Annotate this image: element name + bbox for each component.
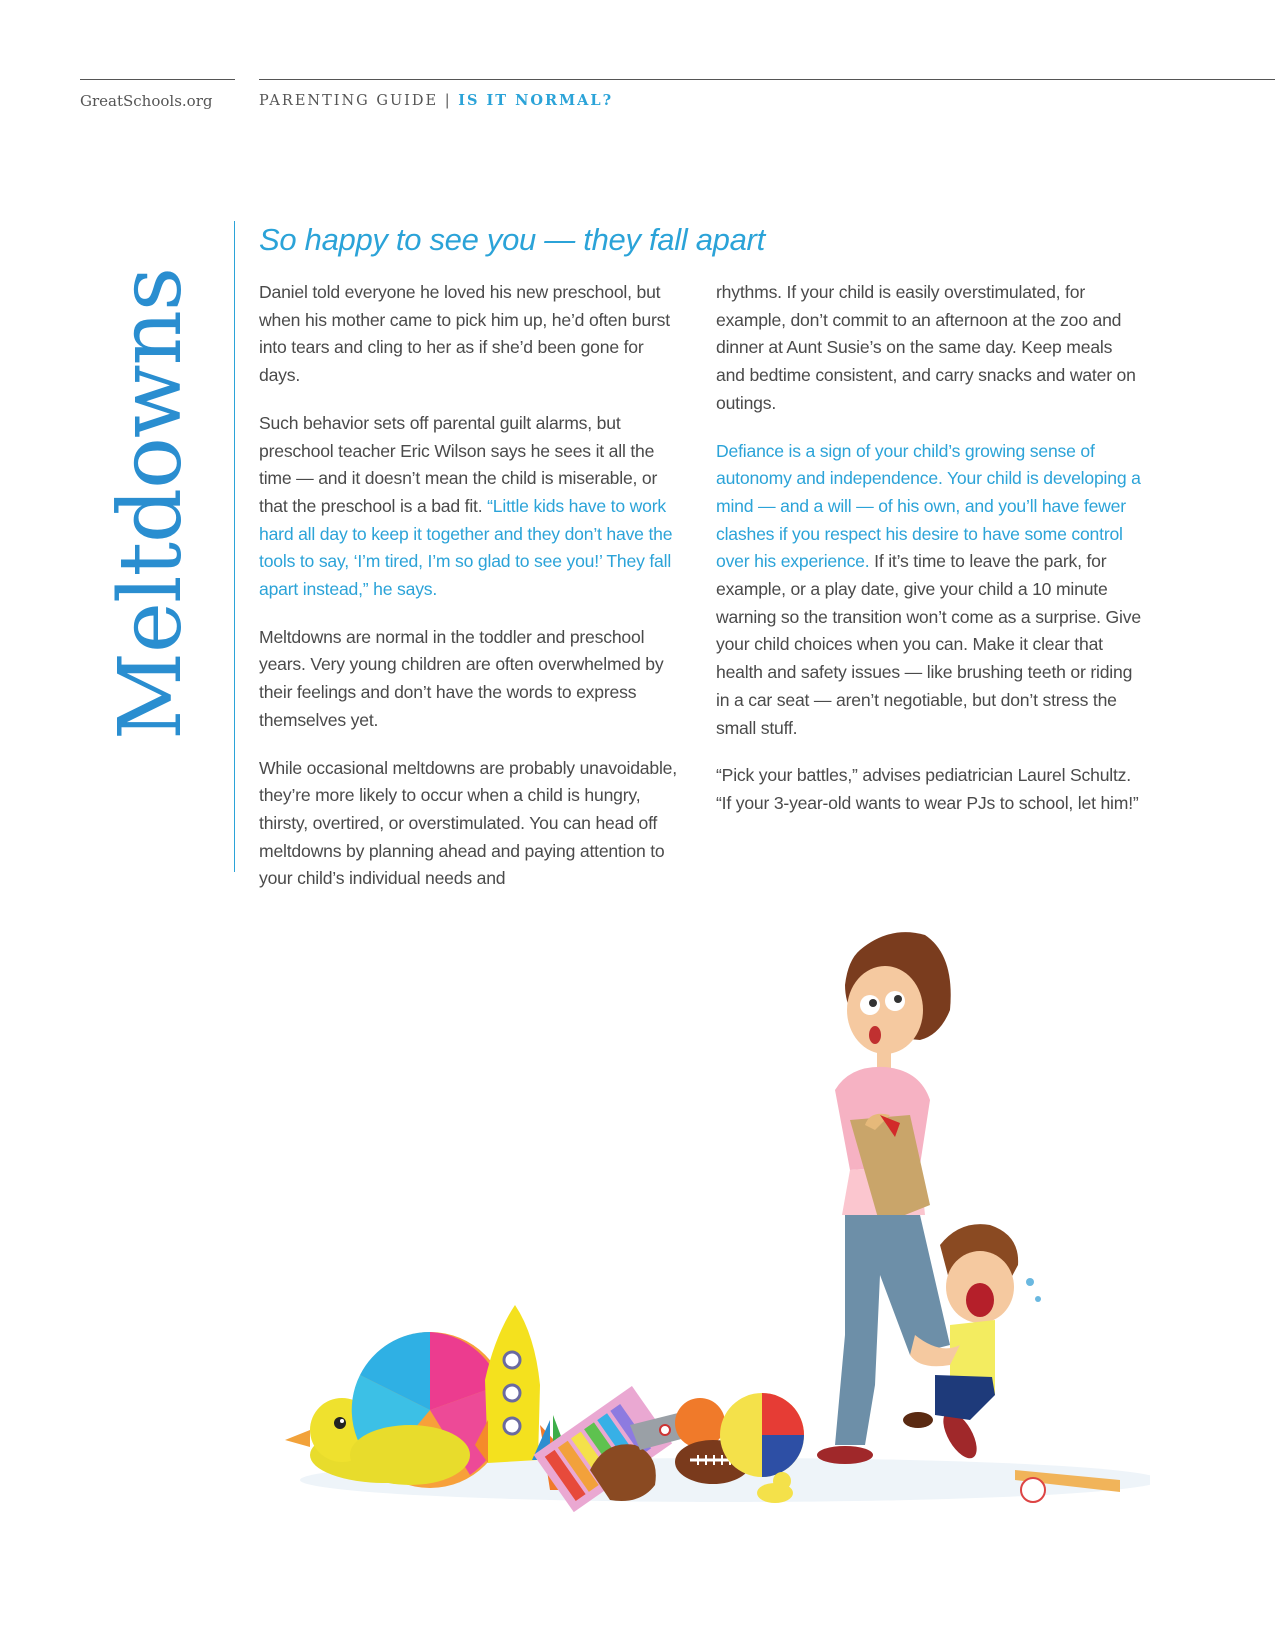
paragraph: Meltdowns are normal in the toddler and preschool years. Very young children are often overwhelmed by their feelings and don’t have the words to express themselves yet.	[259, 626, 664, 730]
paragraph: “Pick your battles,” advises pediatrician Laurel Schultz. “If your 3-year-old wants to wear PJs to school, let him!”	[716, 765, 1139, 813]
article-headline: So happy to see you — they fall apart	[259, 222, 765, 257]
guide-separator: |	[444, 93, 452, 109]
paragraph	[259, 410, 684, 604]
paragraph: rhythms. If your child is easily overstimulated, for example, don’t commit to an afternoon at the zoo and dinner at Aunt Susie’s on the same day. Keep meals and bedtime consistent, and carry snacks and water on outings.	[716, 282, 1136, 413]
paragraph	[716, 438, 1141, 743]
beach-ball-icon	[350, 1332, 508, 1488]
side-rule	[234, 221, 235, 872]
header-rule-left	[80, 79, 235, 80]
header-rule-right	[259, 79, 1275, 80]
site-name: GreatSchools.org	[80, 92, 213, 110]
highlight-text: Defiance is a sign of your child’s growing sense of autonomy and independence. Your child is developing a mind — and a will — of his own, and you’ll have fewer clashes if you respect his desire to have some control over his experience.	[716, 440, 1141, 572]
guide-label	[259, 92, 613, 109]
paragraph-text: Such behavior sets off parental guilt alarms, but preschool teacher Eric Wilson says he sees it all the time — and it doesn’t mean the child is miserable, or that the preschool is a bad fit.	[259, 412, 658, 516]
paragraph: Daniel told everyone he loved his new preschool, but when his mother came to pick him up, he’d often burst into tears and cling to her as if she’d been gone for days.	[259, 282, 670, 386]
mother-child-toys-illustration	[270, 915, 1150, 1525]
side-title: Meltdowns	[101, 268, 201, 740]
guide-label-text: PARENTING GUIDE	[259, 93, 439, 109]
article-column-1	[259, 279, 684, 913]
paragraph-text: If it’s time to leave the park, for example, or a play date, give your child a 10 minute warning so the transition won’t come as a surprise. Give your child choices when you can. Make it clear that health and safety issues — like brushing teeth or riding in a car seat — aren’t negotiable, but don’t stress the small stuff.	[716, 551, 1141, 738]
highlight-quote: “Little kids have to work hard all day to keep it together and they don’t have the tools to say, ‘I’m tired, I’m so glad to see you!’ They fall apart instead,” he says.	[259, 495, 673, 600]
article-column-2	[716, 279, 1141, 838]
ball-icon	[720, 1393, 804, 1477]
paragraph: While occasional meltdowns are probably unavoidable, they’re more likely to occur when a child is hungry, thirsty, overtired, or overstimulated. You can head off meltdowns by planning ahead and paying attention to your child’s individual needs and	[259, 757, 677, 889]
guide-topic: IS IT NORMAL?	[458, 92, 614, 109]
